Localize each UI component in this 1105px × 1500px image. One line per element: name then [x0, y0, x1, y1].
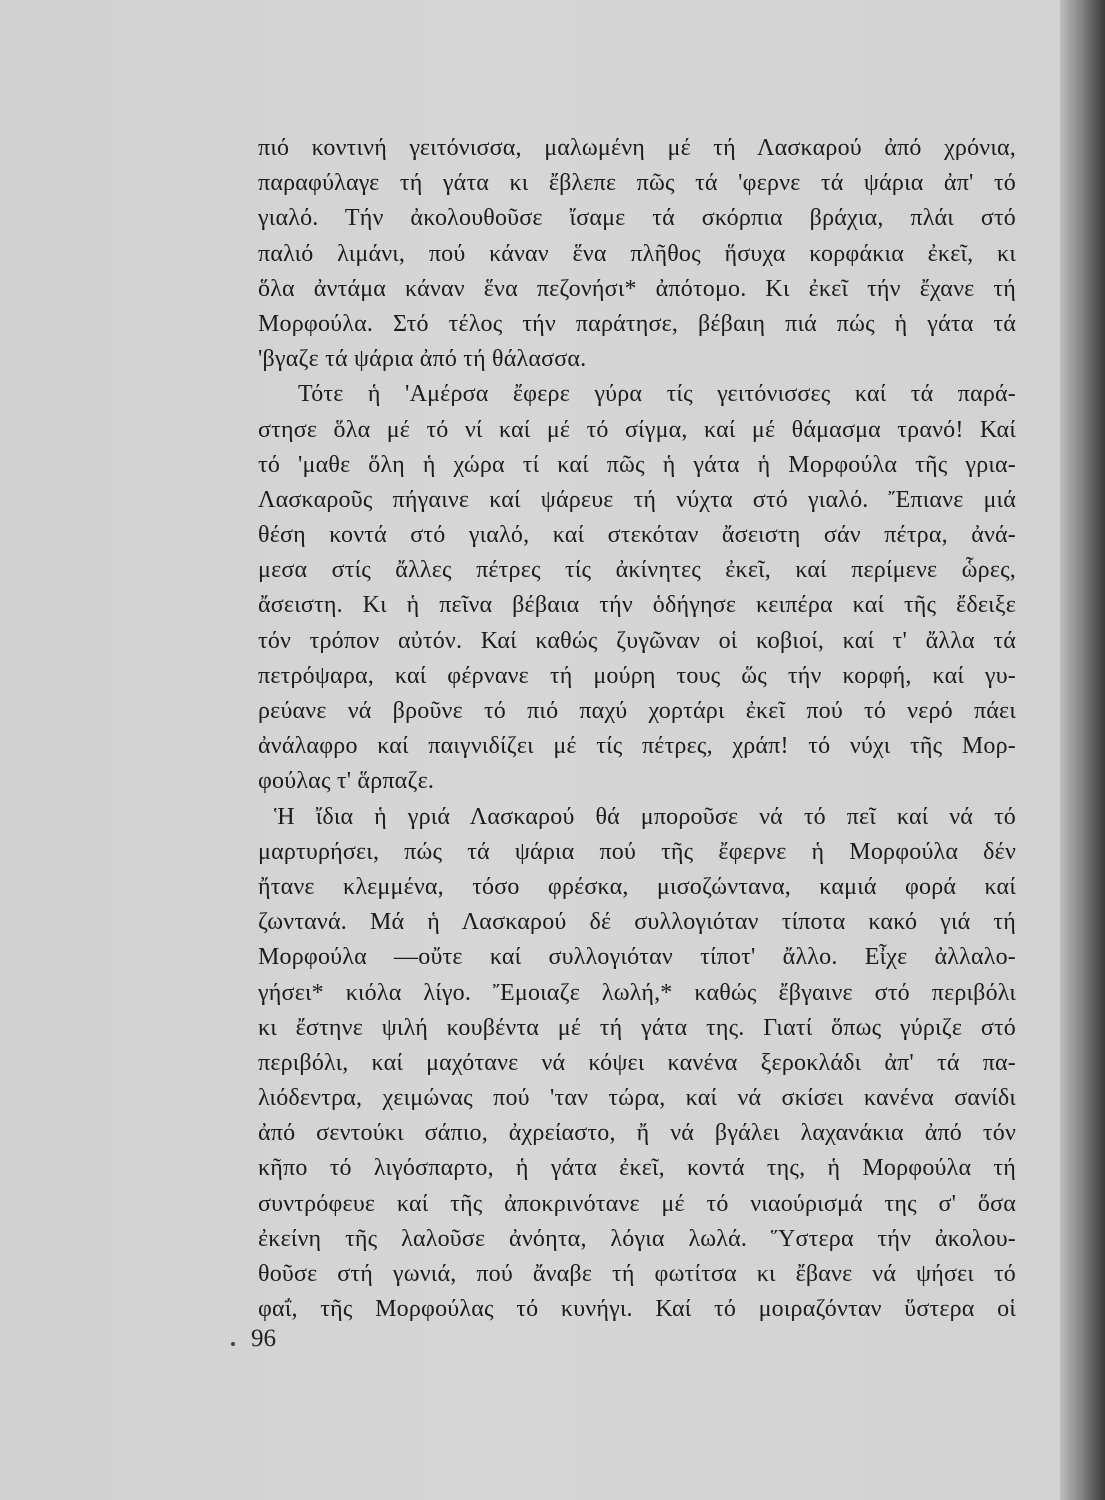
text-line: γιαλό. Τήν ἀκολουθοῦσε ἴσαμε τά σκόρπια βράχια, πλάι στό — [258, 205, 1016, 232]
book-binding-edge — [1060, 0, 1105, 1500]
text-line: 'βγαζε τά ψάρια ἀπό τή θάλασσα. — [258, 346, 587, 373]
text-line: Μορφούλα. Στό τέλος τήν παράτησε, βέβαιη πιά πώς ἡ γάτα τά — [258, 310, 1016, 337]
text-line: πιό κοντινή γειτόνισσα, μαλωμένη μέ τή Λασκαρού ἀπό χρόνια, — [258, 135, 1016, 161]
text-line: ρεύανε νά βροῦνε τό πιό παχύ χορτάρι ἐκεῖ πού τό νερό πάει — [258, 698, 1016, 724]
text-line: παραφύλαγε τή γάτα κι ἔβλεπε πῶς τά 'φερνε τά ψάρια ἀπ' τό — [258, 170, 1016, 197]
page-number: 96 — [251, 1325, 276, 1352]
text-line: ἀπό σεντούκι σάπιο, ἀχρείαστο, ἤ νά βγάλει λαχανάκια ἀπό τόν — [258, 1120, 1016, 1147]
text-line: ἀνάλαφρο καί παιγνιδίζει μέ τίς πέτρες, χράπ! τό νύχι τῆς Μορ- — [258, 733, 1016, 760]
body-text — [258, 131, 1016, 1327]
text-line: πετρόψαρα, καί φέρνανε τή μούρη τους ὥς τήν κορφή, καί γυ- — [258, 662, 1016, 689]
text-line: μεσα στίς ἄλλες πέτρες τίς ἀκίνητες ἐκεῖ, καί περίμενε ὧρες, — [258, 557, 1016, 584]
text-line: θέση κοντά στό γιαλό, καί στεκόταν ἄσειστη σάν πέτρα, ἀνά- — [258, 522, 1016, 549]
text-line: τόν τρόπον αὐτόν. Καί καθώς ζυγῶναν οἱ κοβιοί, καί τ' ἄλλα τά — [258, 627, 1016, 654]
text-line: ζωντανά. Μά ἡ Λασκαρού δέ συλλογιόταν τίποτα κακό γιά τή — [258, 909, 1016, 936]
page-mark-dot — [231, 1342, 235, 1346]
text-line: ἤτανε κλεμμένα, τόσο φρέσκα, μισοζώντανα, καμιά φορά καί — [258, 873, 1016, 900]
paragraph-first-line: Τότε ἡ 'Αμέρσα ἔφερε γύρα τίς γειτόνισσες καί τά παρά- — [298, 381, 1016, 408]
text-line: ἐκείνη τῆς λαλοῦσε ἀνόητα, λόγια λωλά. Ὕστερα τήν ἀκολου- — [258, 1225, 1016, 1252]
text-line: γήσει* κιόλα λίγο. Ἔμοιαζε λωλή,* καθώς ἔβγαινε στό περιβόλι — [258, 979, 1016, 1006]
text-line: μαρτυρήσει, πώς τά ψάρια πού τῆς ἔφερνε ἡ Μορφούλα δέν — [258, 838, 1016, 865]
text-line: ὅλα ἀντάμα κάναν ἕνα πεζονήσι* ἀπότομο. Κι ἐκεῖ τήν ἔχανε τή — [258, 275, 1016, 302]
text-line: Λασκαροῦς πήγαινε καί ψάρευε τή νύχτα στό γιαλό. Ἔπιανε μιά — [258, 486, 1016, 513]
text-line: φαΐ, τῆς Μορφούλας τό κυνήγι. Καί τό μοιραζόνταν ὕστερα οἱ — [258, 1296, 1016, 1323]
text-line: θοῦσε στή γωνιά, πού ἄναβε τή φωτίτσα κι ἔβανε νά ψήσει τό — [258, 1261, 1016, 1287]
text-line: ἄσειστη. Κι ἡ πεῖνα βέβαια τήν ὁδήγησε κειπέρα καί τῆς ἔδειξε — [258, 592, 1016, 619]
text-line: συντρόφευε καί τῆς ἀποκρινότανε μέ τό νιαούρισμά της σ' ὅσα — [258, 1190, 1016, 1217]
text-line: κι ἔστηνε ψιλή κουβέντα μέ τή γάτα της. Γιατί ὅπως γύριζε στό — [258, 1014, 1016, 1041]
text-line: παλιό λιμάνι, πού κάναν ἕνα πλῆθος ἥσυχα κορφάκια ἐκεῖ, κι — [258, 240, 1016, 267]
text-line: Μορφούλα —οὔτε καί συλλογιόταν τίποτ' ἄλλο. Εἶχε ἀλλαλο- — [258, 944, 1016, 971]
text-line: κῆπο τό λιγόσπαρτο, ἡ γάτα ἐκεῖ, κοντά της, ἡ Μορφούλα τή — [258, 1155, 1016, 1182]
text-line: φούλας τ' ἅρπαζε. — [258, 768, 435, 795]
paragraph-first-line: Ἡ ἴδια ἡ γριά Λασκαρού θά μποροῦσε νά τό πεῖ καί νά τό — [274, 803, 1016, 830]
text-line: περιβόλι, καί μαχότανε νά κόψει κανένα ξεροκλάδι ἀπ' τά πα- — [258, 1049, 1016, 1076]
text-line: τό 'μαθε ὅλη ἡ χώρα τί καί πῶς ἡ γάτα ἡ Μορφούλα τῆς γρια- — [258, 451, 1016, 478]
text-line: λιόδεντρα, χειμώνας πού 'ταν τώρα, καί νά σκίσει κανένα σανίδι — [258, 1085, 1016, 1112]
text-line: στησε ὅλα μέ τό νί καί μέ τό σίγμα, καί μέ θάμασμα τρανό! Καί — [258, 416, 1016, 443]
